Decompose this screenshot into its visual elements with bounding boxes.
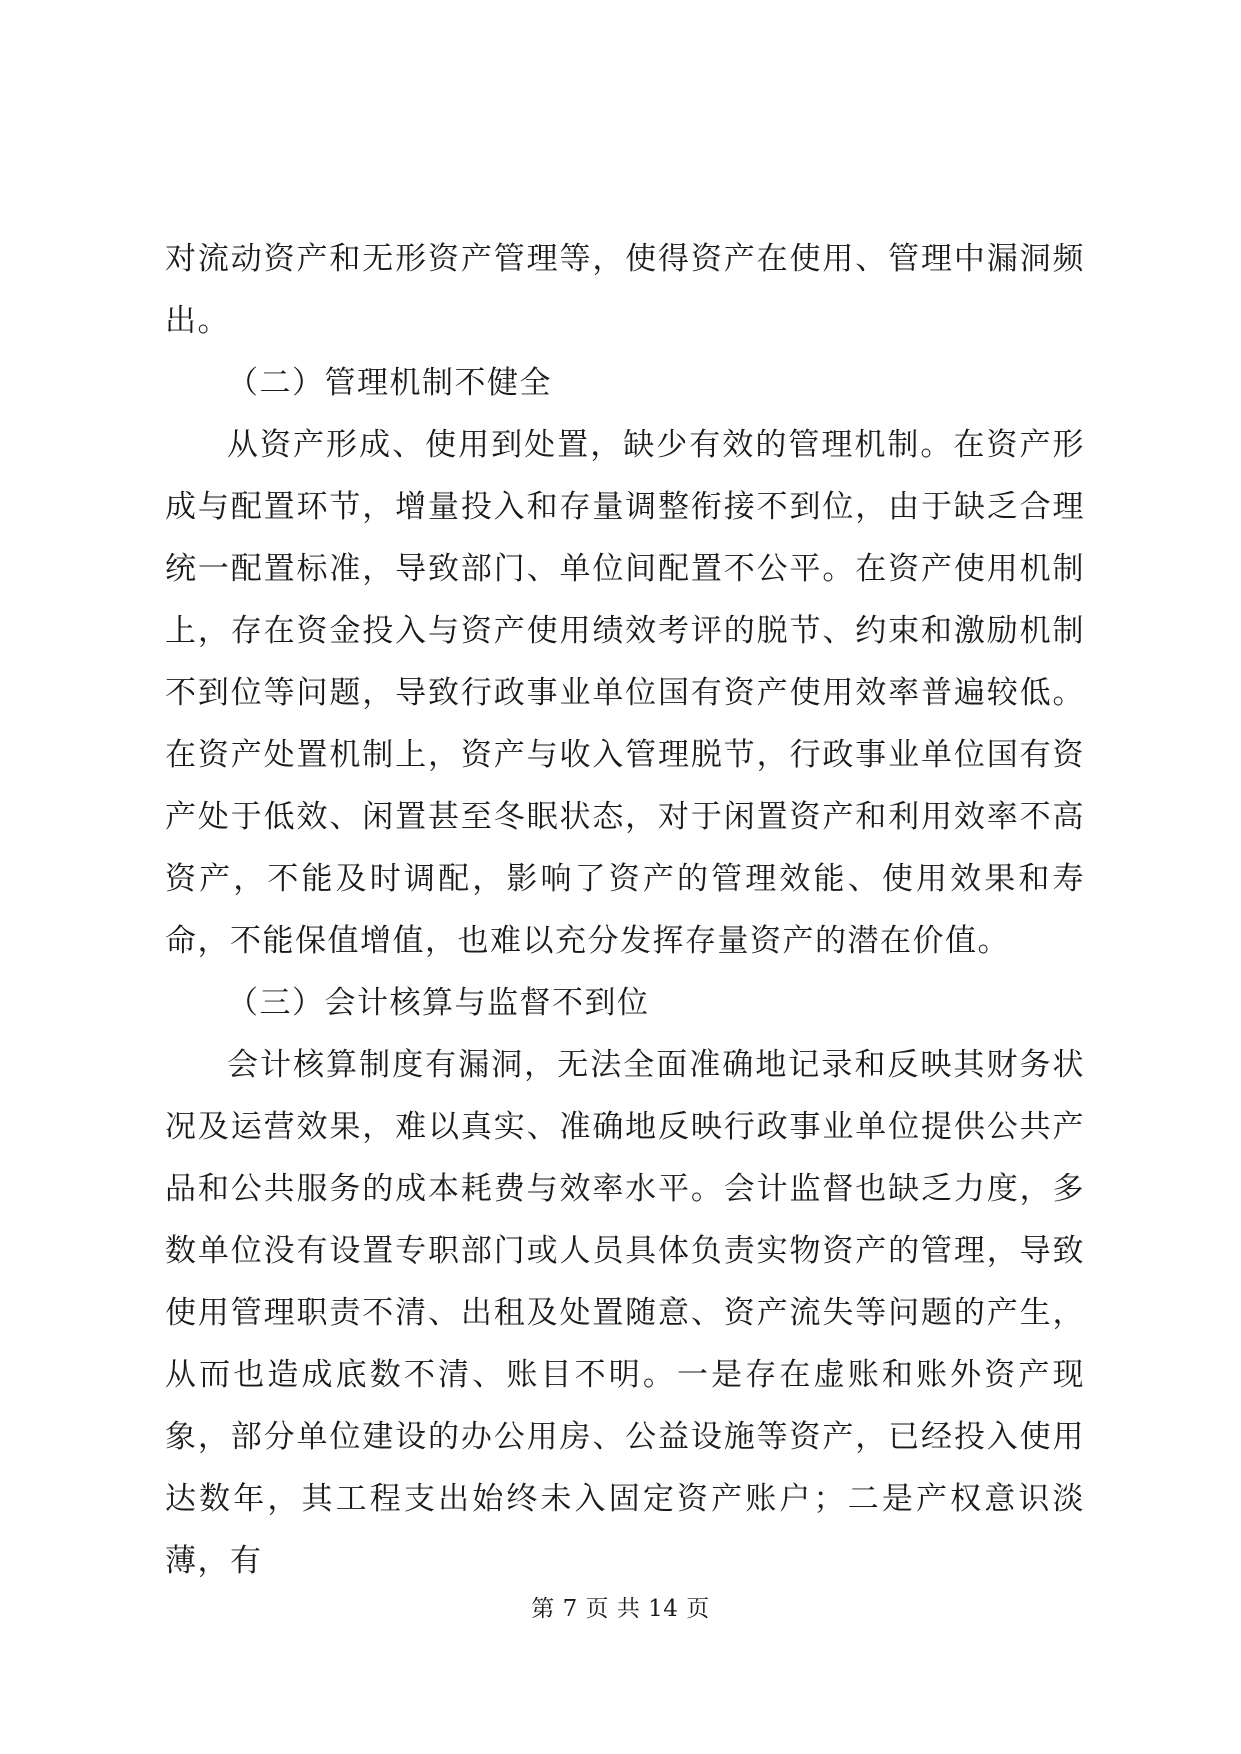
document-body	[165, 228, 1085, 1592]
section-heading-2: （二）管理机制不健全	[227, 365, 552, 401]
paragraph-management-mechanism: 从资产形成、使用到处置，缺少有效的管理机制。在资产形成与配置环节，增量投入和存量调整衔接不到位，由于缺乏合理统一配置标准，导致部门、单位间配置不公平。在资产使用机制上，存在资金投入与资产使用绩效考评的脱节、约束和激励机制不到位等问题，导致行政事业单位国有资产使用效率普遍较低。在资产处置机制上，资产与收入管理脱节，行政事业单位国有资产处于低效、闲置甚至冬眠状态，对于闲置资产和利用效率不高资产，不能及时调配，影响了资产的管理效能、使用效果和寿命，不能保值增值，也难以充分发挥存量资产的潜在价值。	[165, 427, 1085, 959]
section-heading-3: （三）会计核算与监督不到位	[227, 985, 650, 1021]
paragraph-continuation: 对流动资产和无形资产管理等，使得资产在使用、管理中漏洞频出。	[165, 241, 1085, 339]
paragraph-accounting-supervision: 会计核算制度有漏洞，无法全面准确地记录和反映其财务状况及运营效果，难以真实、准确地反映行政事业单位提供公共产品和公共服务的成本耗费与效率水平。会计监督也缺乏力度，多数单位没有设置专职部门或人员具体负责实物资产的管理，导致使用管理职责不清、出租及处置随意、资产流失等问题的产生，从而也造成底数不清、账目不明。一是存在虚账和账外资产现象，部分单位建设的办公用房、公益设施等资产，已经投入使用达数年，其工程支出始终未入固定资产账户；二是产权意识淡薄，有	[165, 1047, 1085, 1579]
page-footer	[0, 1594, 1241, 1624]
page-number-label: 第 7 页 共 14 页	[531, 1596, 710, 1622]
